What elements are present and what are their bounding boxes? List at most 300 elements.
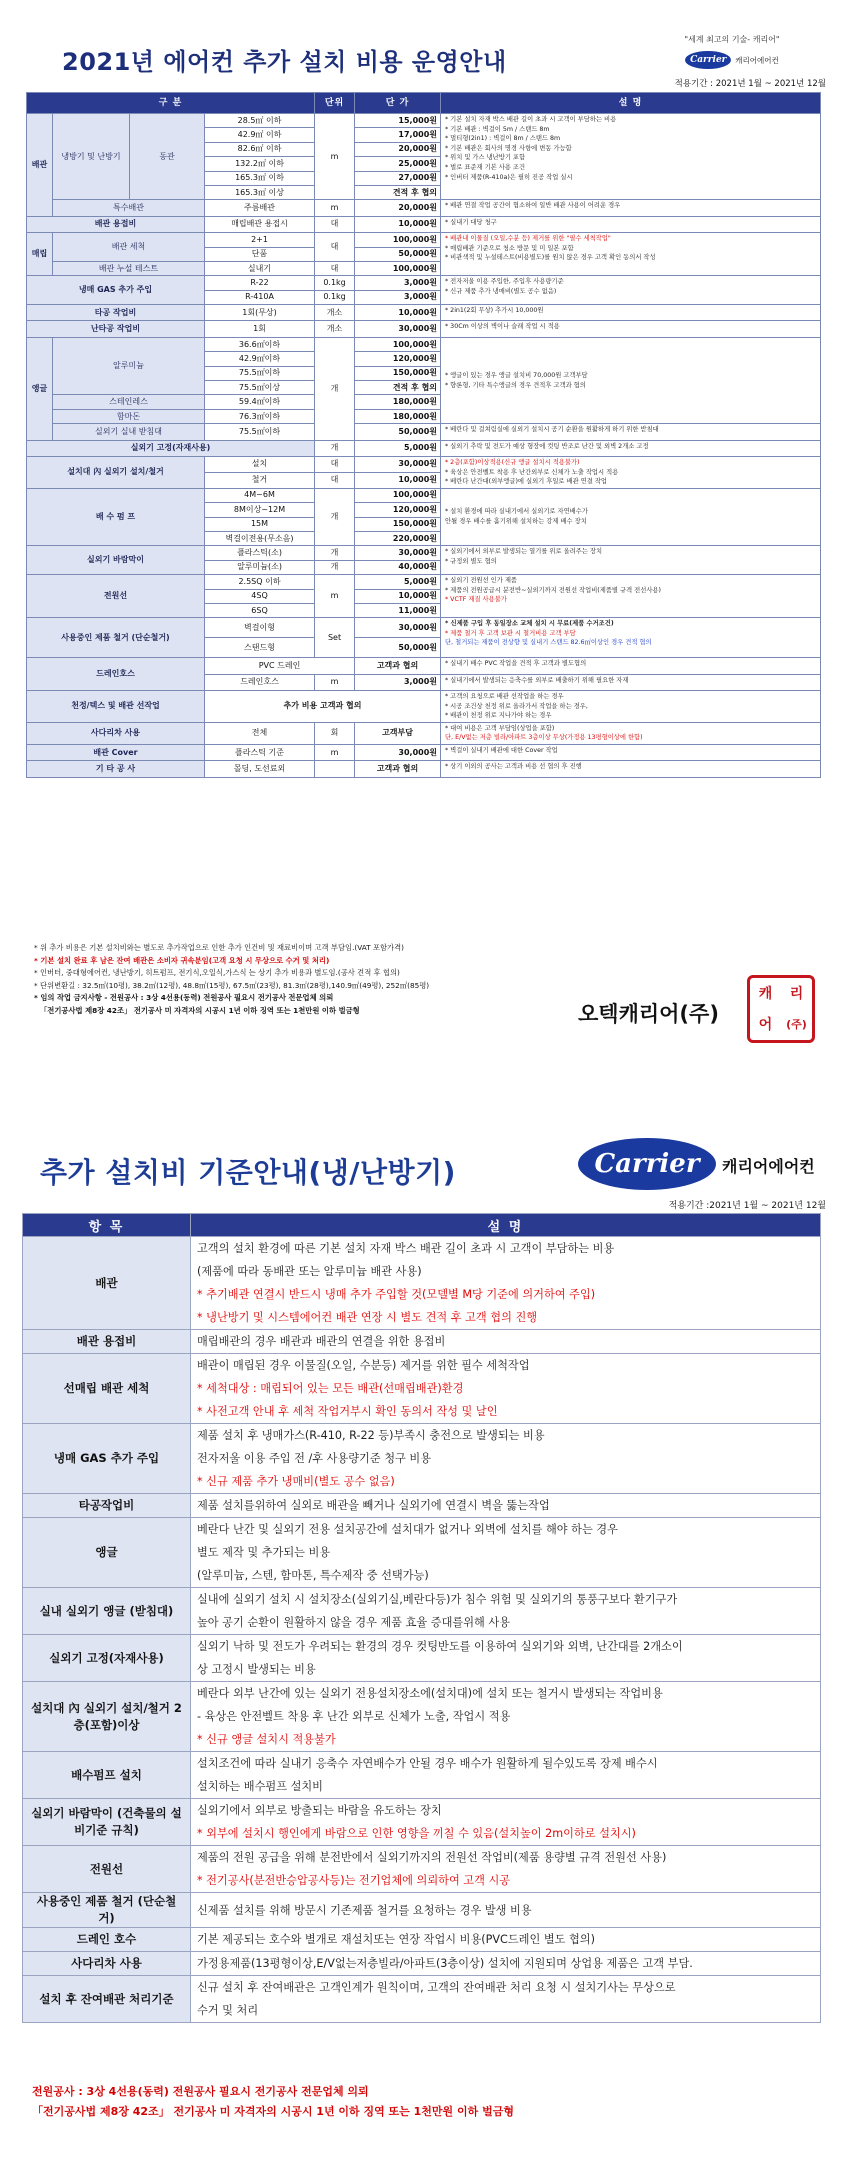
notes-hole: * 2in1(2회 무상) 추가시 10,000원 xyxy=(441,305,821,321)
table-row xyxy=(27,618,821,638)
hard-hole-price: 30,000원 xyxy=(355,321,441,337)
label-buried: 매립 xyxy=(27,233,53,276)
footnote: 전원공사 : 3상 4선용(동력) 전원공사 필요시 전기공사 전문업체 의뢰 xyxy=(32,2085,369,2098)
weld-sub: 매립배관 용접시 xyxy=(205,216,315,232)
seal-char: 리 xyxy=(789,985,804,1002)
row-item: 사용중인 제품 철거 (단순철거) xyxy=(23,1893,191,1928)
note-line: * 실외기 전원선 인가 제품 xyxy=(445,577,518,585)
row-desc xyxy=(191,1518,821,1588)
unit-kg: 0.1kg xyxy=(315,276,355,290)
table-row xyxy=(27,722,821,744)
row-desc xyxy=(191,1976,821,2023)
standard-table-body xyxy=(23,1237,821,2023)
table-row xyxy=(27,691,821,723)
table-row xyxy=(27,276,821,290)
note-line: * 벌로 표준재 기본 사용 조건 xyxy=(445,163,526,171)
pump-price: 100,000원 xyxy=(355,488,441,502)
note-line: * 2층(포함)이상적용(신규 앵글 설치시 적용불가) xyxy=(445,458,580,466)
ladder-price: 고객부담 xyxy=(355,722,441,744)
wall-price: 30,000원 xyxy=(355,618,441,638)
leak-price: 100,000원 xyxy=(355,261,441,275)
footnote: * 기본 설치 완료 후 남은 잔여 배관은 소비자 귀속분임(고객 요청 시 무상으로 수거 및 처리) xyxy=(34,955,330,965)
stand-sub: 75.5㎡이하 xyxy=(205,424,315,440)
footnote: * 인버터, 중대형에어컨, 냉난방기, 히트펌프, 전기식,오일식,가스식 는 상기 추가 비용과 별도임.(공사 견적 후 협의) xyxy=(34,968,400,978)
notes-angle xyxy=(441,337,821,423)
pump-size: 15M xyxy=(205,517,315,531)
label-wind-guard: 실외기 바람막이 xyxy=(27,546,205,575)
gas-r22: R-22 xyxy=(205,276,315,290)
standard-table-header xyxy=(23,1214,821,1237)
row-item: 설치대 內 실외기 설치/철거 2층(포함)이상 xyxy=(23,1682,191,1752)
notes-wash xyxy=(441,233,821,276)
row-item: 타공작업비 xyxy=(23,1494,191,1518)
desc-line: * 사전고객 안내 후 세척 작업거부시 확인 동의서 작성 및 날인 xyxy=(197,1405,498,1418)
label-leak-test: 배관 누설 테스트 xyxy=(53,261,205,275)
fix-price: 5,000원 xyxy=(355,440,441,456)
alu-price: 120,000원 xyxy=(355,352,441,366)
unit-blank xyxy=(315,761,355,777)
cover-price: 30,000원 xyxy=(355,745,441,761)
unit-gae: 개소 xyxy=(315,305,355,321)
unit-m: m xyxy=(315,200,355,216)
label-pipe-cover: 배관 Cover xyxy=(27,745,205,761)
table-row xyxy=(27,440,821,456)
unit-gae: 개소 xyxy=(315,321,355,337)
wash-21: 2+1 xyxy=(205,233,315,247)
notes-ceiling xyxy=(441,691,821,723)
ladder-sub: 전체 xyxy=(205,722,315,744)
note-line: * 고객의 요청으로 배관 선작업을 하는 경우 xyxy=(445,693,564,701)
header-category: 구 분 xyxy=(27,93,315,114)
desc-line: (제품에 따라 동배관 또는 알루미늄 배관 사용) xyxy=(197,1265,422,1278)
copper-price: 25,000원 xyxy=(355,157,441,171)
header-price: 단 가 xyxy=(355,93,441,114)
desc-line: 제품 설치 후 냉매가스(R-410, R-22 등)부족시 충전으로 발생되는 비용 xyxy=(197,1429,545,1442)
unit-ea: 개 xyxy=(315,337,355,440)
row-item: 선매립 배관 세척 xyxy=(23,1354,191,1424)
label-drain: 드레인호스 xyxy=(27,658,205,691)
copper-price: 견적 후 협의 xyxy=(355,185,441,199)
desc-line: * 신규 앵글 설치시 적용불가 xyxy=(197,1733,336,1746)
row-desc xyxy=(191,1494,821,1518)
row-desc xyxy=(191,1682,821,1752)
row-item: 사다리차 사용 xyxy=(23,1952,191,1976)
note-line: * 비관색적 및 누설테스트(비용별도)를 원치 않은 경우 고객 확인 동의서 작성 xyxy=(445,254,656,262)
section2-title: 추가 설치비 기준안내(냉/난방기) xyxy=(40,1156,456,1189)
note-line: * 규정외 별도 협의 xyxy=(445,557,497,565)
label-stainless: 스테인레스 xyxy=(53,395,205,409)
table-row xyxy=(23,1928,821,1952)
unit-m: m xyxy=(315,745,355,761)
table-row xyxy=(23,1354,821,1424)
copper-size: 82.6㎡ 이하 xyxy=(205,142,315,156)
brand-slogan: "세계 최고의 기술- 캐리어" xyxy=(684,35,780,44)
table-row xyxy=(27,745,821,761)
hard-hole-sub: 1회 xyxy=(205,321,315,337)
label-used-remove: 사용중인 제품 철거 (단순철거) xyxy=(27,618,205,658)
carrier-logo-icon: Carrier xyxy=(685,51,731,69)
notes-special: * 배관 연결 작업 공간이 협소하여 일반 배관 사용이 어려운 경우 xyxy=(441,200,821,216)
wire-4-price: 10,000원 xyxy=(355,589,441,603)
table-row xyxy=(27,546,821,560)
pvc-price: 고객과 협의 xyxy=(355,658,441,674)
cost-table xyxy=(26,92,821,778)
row-desc xyxy=(191,1752,821,1799)
note-line: * 인버터 제품(R-410a)은 필히 진공 작업 실시 xyxy=(445,173,573,181)
notes-wind xyxy=(441,546,821,575)
table-row xyxy=(27,575,821,589)
desc-line: (알루미늄, 스텐, 함마톤, 특수제작 중 선택가능) xyxy=(197,1569,429,1582)
unit-hoe: 회 xyxy=(315,722,355,744)
brand-name-large: 캐리어에어컨 xyxy=(722,1157,815,1176)
note-line: * 배관내 이물질 (오일,수분 등) 제거를 위한 "필수 세척작업" xyxy=(445,235,611,243)
notes-piping xyxy=(441,114,821,200)
note-line: * 제품의 전원공급시 분전반~실외기까지 전원선 작업비(제품별 규격 전선사용) xyxy=(445,586,661,594)
period-text-2: 적용기간 :2021년 1월 ~ 2021년 12월 xyxy=(668,1201,826,1211)
table-row xyxy=(23,1893,821,1928)
row-desc xyxy=(191,1893,821,1928)
unit-set: Set xyxy=(315,618,355,658)
label-hole: 타공 작업비 xyxy=(27,305,205,321)
desc-line: 제품 설치를위하여 실외로 배관을 빼거나 실외기에 연결시 벽을 뚫는작업 xyxy=(197,1499,550,1512)
weld-price: 10,000원 xyxy=(355,216,441,232)
desc-line: - 육상은 안전벨트 착용 후 난간 외부로 신체가 노출, 작업시 적용 xyxy=(197,1710,511,1723)
stand-type: 스탠드형 xyxy=(205,638,315,658)
footnote: * 단위변환길 : 32.5㎡(10평), 38.2㎡(12평), 48.8㎡(15평), 67.5㎡(23평), 81.3㎡(28평),140.9㎡(49평), 252㎡(85평) xyxy=(34,980,430,990)
alu-size: 36.6㎡이하 xyxy=(205,337,315,351)
etc-sub: 몰딩, 도선료외 xyxy=(205,761,315,777)
table-row xyxy=(23,1952,821,1976)
label-gas: 냉매 GAS 추가 주입 xyxy=(27,276,205,305)
desc-line: 설치하는 배수펌프 설치비 xyxy=(197,1780,323,1793)
wind-plastic-price: 30,000원 xyxy=(355,546,441,560)
unit-m: m xyxy=(315,114,355,200)
table-row xyxy=(27,114,821,128)
note-line: * 위치 및 가스 냉난방기 포함 xyxy=(445,154,526,162)
stand-price: 50,000원 xyxy=(355,424,441,440)
install-price: 30,000원 xyxy=(355,456,441,472)
seal-char: 캐 xyxy=(758,985,773,1002)
note-line: * 대여 비용은 고객 부담임(상업을 포함) xyxy=(445,724,555,732)
pump-price: 150,000원 xyxy=(355,517,441,531)
note-line: * 매립배관 기준으로 청소 방문 및 미 일본 포함 xyxy=(445,244,574,252)
desc-line: 가정용제품(13평형이상,E/V없는저층빌라/아파트(3층이상) 설치에 지원되며 상업용 제품은 고객 부담. xyxy=(197,1957,693,1970)
row-desc xyxy=(191,1635,821,1682)
label-weld: 배관 용접비 xyxy=(27,216,205,232)
row-item: 실외기 바람막이 (건축물의 설비기준 규칙) xyxy=(23,1799,191,1846)
label-alu: 알루미늄 xyxy=(53,337,205,395)
pump-price: 220,000원 xyxy=(355,531,441,545)
footnote: * 임의 작업 금지사항 - 전원공사 : 3상 4선용(동력) 전원공사 필요시 전기공사 전문업체 의뢰 xyxy=(34,993,334,1003)
desc-line: 매립배관의 경우 배관과 배관의 연결을 위한 용접비 xyxy=(197,1335,446,1348)
label-ceiling: 천정/텍스 및 배관 선작업 xyxy=(27,691,205,723)
table-row xyxy=(27,200,821,216)
copper-size: 132.2㎡ 이하 xyxy=(205,157,315,171)
label-special-pipe: 특수배관 xyxy=(53,200,205,216)
pvc-drain: PVC 드레인 xyxy=(205,658,355,674)
row-item: 설치 후 잔여배관 처리기준 xyxy=(23,1976,191,2023)
table-row xyxy=(27,424,821,440)
unit-m: m xyxy=(315,674,355,690)
label-angle: 앵글 xyxy=(27,337,53,440)
copper-price: 20,000원 xyxy=(355,142,441,156)
special-sub: 주름배관 xyxy=(205,200,315,216)
company-name: 오텍캐리어(주) xyxy=(578,1002,719,1026)
row-desc xyxy=(191,1237,821,1330)
desc-line: * 전기공사(분전반승압공사등)는 전기업체에 의뢰하여 고객 시공 xyxy=(197,1874,511,1887)
notes-cover: * 벽걸이 실내기 배관에 대한 Cover 작업 xyxy=(441,745,821,761)
alu-price: 100,000원 xyxy=(355,337,441,351)
note-line: * 전자저울 이용 주입한, 주입후 사용량기준 xyxy=(445,278,564,286)
hamdo-size: 76.3㎡이하 xyxy=(205,409,315,423)
pump-price: 120,000원 xyxy=(355,503,441,517)
wire-25: 2.5SQ 이하 xyxy=(205,575,315,589)
table-row xyxy=(23,1846,821,1893)
table-row xyxy=(23,1799,821,1846)
label-etc: 기 타 공 사 xyxy=(27,761,205,777)
label-copper: 동관 xyxy=(130,114,205,200)
note-line: 안될 경우 배수를 흘기위해 설치하는 강제 배수 장치 xyxy=(445,518,587,526)
note-line: * 제품 철거 후 고객 보관 시 철거비용 고객 부담 xyxy=(445,629,576,637)
etc-price: 고객과 협의 xyxy=(355,761,441,777)
row-item: 배관 xyxy=(23,1237,191,1330)
copper-price: 15,000원 xyxy=(355,114,441,128)
seal-char: 어 xyxy=(758,1016,773,1033)
notes-fix: * 실외기 추락 및 전도가 예상 형장에 컷팅 반조로 난간 및 외벽 2개소 고정 xyxy=(441,440,821,456)
desc-line: * 외부에 설치시 행인에게 바람으로 인한 영향을 끼칠 수 있음(설치높이 2m이하로 설치시) xyxy=(197,1827,636,1840)
unit-ea: 개 xyxy=(315,440,355,456)
company-seal-icon xyxy=(747,975,815,1043)
wind-alu: 알루미늄(소) xyxy=(205,560,315,574)
table-row xyxy=(27,337,821,351)
header-item: 항 목 xyxy=(23,1214,191,1237)
row-desc xyxy=(191,1952,821,1976)
copper-price: 27,000원 xyxy=(355,171,441,185)
notes-etc: * 상기 이외의 공사는 고객과 비용 선 협의 후 진행 xyxy=(441,761,821,777)
hole-price: 10,000원 xyxy=(355,305,441,321)
note-line: 단, 철거되는 제품이 전상향 및 실내기 스탠드 82.6㎡이상인 경우 견적 협의 xyxy=(445,639,652,647)
period-text: 적용기간 : 2021년 1월 ~ 2021년 12월 xyxy=(674,79,826,89)
seal-char: (주) xyxy=(786,1018,807,1031)
table-row xyxy=(23,1494,821,1518)
note-line: 단, E/V없는 저층 빌라/아파트 3층이상 무상(가정용 13평형이상에 한함) xyxy=(445,734,643,742)
note-line: * 실외기에서 외부로 발생되는 열기를 위로 올려주는 장치 xyxy=(445,548,603,556)
alu-price: 150,000원 xyxy=(355,366,441,380)
table-row xyxy=(23,1330,821,1354)
stainless-price: 180,000원 xyxy=(355,395,441,409)
desc-line: 실내에 실외기 설치 시 설치장소(실외기실,베란다등)가 침수 위험 및 실외기의 통풍구보다 환기구가 xyxy=(197,1593,678,1606)
header-desc-2: 설 명 xyxy=(191,1214,821,1237)
label-hard-hole: 난타공 작업비 xyxy=(27,321,205,337)
desc-line: 베란다 난간 및 실외기 전용 설치공간에 설치대가 없거나 외벽에 설치를 해야 하는 경우 xyxy=(197,1523,618,1536)
copper-size: 165.3㎡ 이하 xyxy=(205,171,315,185)
table-row xyxy=(23,1635,821,1682)
brand-name: 캐리어에어컨 xyxy=(735,55,779,65)
note-line: * VCTF 재질 사용불가 xyxy=(445,596,507,604)
note-line: * 설치 환경에 따라 실내기에서 실외기로 자연배수가 xyxy=(445,508,588,516)
install-sub: 설치 xyxy=(205,456,315,472)
table-row xyxy=(23,1752,821,1799)
desc-line: 기본 제공되는 호수와 별개로 재설치또는 연장 작업시 비용(PVC드레인 별도 협의) xyxy=(197,1933,595,1946)
drainhose-sub: 드레인호스 xyxy=(205,674,315,690)
wash-single: 단품 xyxy=(205,247,315,261)
table-row xyxy=(27,233,821,247)
table-row xyxy=(27,456,821,472)
stand-type-price: 50,000원 xyxy=(355,638,441,658)
row-desc xyxy=(191,1799,821,1846)
notes-hard-hole: * 30Cm 이상의 벽이나 슬래 작업 시 적용 xyxy=(441,321,821,337)
table-row xyxy=(27,761,821,777)
wire-6-price: 11,000원 xyxy=(355,603,441,617)
table-row xyxy=(23,1588,821,1635)
label-outdoor-fix: 실외기 고정(자재사용) xyxy=(27,440,315,456)
notes-remove xyxy=(441,618,821,658)
unit-dae: 대 xyxy=(315,261,355,275)
row-item: 실외기 고정(자재사용) xyxy=(23,1635,191,1682)
remove-price: 10,000원 xyxy=(355,472,441,488)
note-line: * 신제품 구입 후 동일장소 교체 설치 시 무료(제품 수거조건) xyxy=(445,620,614,628)
desc-line: 신제품 설치를 위해 방문시 기존제품 철거를 요청하는 경우 발생 비용 xyxy=(197,1903,532,1917)
footnote: 「전기공사법 제8장 42조」 전기공사 미 자격자의 시공시 1년 이하 징역 또는 1천만원 이하 벌금형 xyxy=(40,1005,360,1015)
wire-6: 6SQ xyxy=(205,603,315,617)
row-desc xyxy=(191,1928,821,1952)
hamdo-price: 180,000원 xyxy=(355,409,441,423)
row-item: 앵글 xyxy=(23,1518,191,1588)
footnote: * 위 추가 비용은 기본 설치비와는 별도로 추가작업으로 인한 추가 인건비 및 재료비이며 고객 부담임.(VAT 포함가격) xyxy=(34,943,405,952)
notes-drain-2: * 실내기에서 발생되는 응축수를 외부로 배출하기 위해 필요한 자재 xyxy=(441,674,821,690)
copper-price: 17,000원 xyxy=(355,128,441,142)
unit-ea: 개 xyxy=(315,560,355,574)
row-item: 배수펌프 설치 xyxy=(23,1752,191,1799)
drainhose-price: 3,000원 xyxy=(355,674,441,690)
unit-dae: 대 xyxy=(315,233,355,262)
pump-size: 8M이상~12M xyxy=(205,503,315,517)
table-row xyxy=(27,305,821,321)
table-row xyxy=(23,1682,821,1752)
note-line: * 기본 배관은 회사의 명경 사항에 변동 가능함 xyxy=(445,144,572,152)
notes-gas xyxy=(441,276,821,305)
header-desc: 설 명 xyxy=(441,93,821,114)
desc-line: 제품의 전원 공급을 위해 분전반에서 실외기까지의 전원선 작업비(제품 용량별 규격 전원선 사용) xyxy=(197,1851,667,1864)
wind-alu-price: 40,000원 xyxy=(355,560,441,574)
label-install-in: 설치대 內 실외기 설치/철거 xyxy=(27,456,205,488)
note-line: * 기본 배관 : 벽걸이 5m / 스탠드 8m xyxy=(445,125,550,133)
r22-price: 3,000원 xyxy=(355,276,441,290)
note-line: * 육상은 안전벨트 착용 후 난간외부로 신체가 노출 작업시 적용 xyxy=(445,468,619,476)
wash-21-price: 100,000원 xyxy=(355,233,441,247)
wire-4: 4SQ xyxy=(205,589,315,603)
section1-title: 2021년 에어컨 추가 설치 비용 운영안내 xyxy=(62,48,507,76)
desc-line: 베란다 외부 난간에 있는 실외기 전용설치장소에(설치대)에 설치 또는 철거시 발생되는 작업비용 xyxy=(197,1687,663,1700)
section2-footnotes xyxy=(32,2082,514,2122)
notes-ladder xyxy=(441,722,821,744)
pump-size: 벽걸이전용(무소음) xyxy=(205,531,315,545)
row-item: 전원선 xyxy=(23,1846,191,1893)
table-row xyxy=(27,488,821,502)
table-row xyxy=(23,1237,821,1330)
wash-single-price: 50,000원 xyxy=(355,247,441,261)
standard-table xyxy=(22,1213,821,2023)
note-line: * 신규 제품 추가 냉매비(별도 공수 없음) xyxy=(445,287,557,295)
alu-size: 75.5㎡이하 xyxy=(205,366,315,380)
label-hamdo: 함마돈 xyxy=(53,409,205,423)
desc-line: 배관이 매립된 경우 이물질(오일, 수분등) 제거를 위한 필수 세척작업 xyxy=(197,1359,530,1372)
note-line: * 배관이 천정 위로 지나가야 하는 경우 xyxy=(445,712,552,720)
copper-size: 165.3㎡ 이상 xyxy=(205,185,315,199)
unit-dae: 대 xyxy=(315,472,355,488)
alu-size: 75.5㎡이상 xyxy=(205,381,315,395)
label-pipe-wash: 배관 세척 xyxy=(53,233,205,262)
ceiling-cost: 추가 비용 고객과 협의 xyxy=(205,691,441,723)
remove-sub: 철거 xyxy=(205,472,315,488)
row-desc xyxy=(191,1330,821,1354)
alu-price: 견적 후 협의 xyxy=(355,381,441,395)
label-piping: 배관 xyxy=(27,114,53,217)
notes-pump xyxy=(441,488,821,546)
table-row xyxy=(23,1518,821,1588)
desc-line: 신규 설치 후 잔여배관은 고객인계가 원칙이며, 고객의 잔여배관 처리 요청 시 설치기사는 무상으로 xyxy=(197,1981,676,1994)
desc-line: 설치조건에 따라 실내기 응축수 자연배수가 안될 경우 배수가 원활하게 될수있도록 장제 배수시 xyxy=(197,1757,658,1770)
notes-power xyxy=(441,575,821,618)
alu-size: 42.9㎡이하 xyxy=(205,352,315,366)
label-power: 전원선 xyxy=(27,575,205,618)
note-line: * 앵글이 있는 경우 앵글 설치비 70,000원 고객부담 xyxy=(445,371,588,379)
carrier-logo-large-icon: Carrier xyxy=(578,1138,716,1190)
section1-footnotes xyxy=(34,942,429,1018)
unit-dae: 대 xyxy=(315,456,355,472)
header-unit: 단위 xyxy=(315,93,355,114)
hole-sub: 1회(무상) xyxy=(205,305,315,321)
desc-line: 실외기 낙하 및 전도가 우려되는 환경의 경우 컷팅반도를 이용하여 실외기와 외벽, 난간대를 2개소이 xyxy=(197,1640,683,1653)
desc-line: 전자저울 이용 주입 전 /후 사용량기준 청구 비용 xyxy=(197,1452,431,1465)
desc-line: 실외기에서 외부로 방출되는 바람을 유도하는 장치 xyxy=(197,1804,442,1817)
unit-ea: 개 xyxy=(315,488,355,546)
row-desc xyxy=(191,1424,821,1494)
r410-price: 3,000원 xyxy=(355,290,441,304)
notes-stand: * 베란다 및 걸쳐림실에 실외기 설치시 공기 순환을 원활하게 하기 위한 받침대 xyxy=(441,424,821,440)
unit-kg: 0.1kg xyxy=(315,290,355,304)
table-row xyxy=(27,321,821,337)
footnote: 「전기공사법 제8장 42조」 전기공사 미 자격자의 시공시 1년 이하 징역 또는 1천만원 이하 벌금형 xyxy=(32,2105,514,2118)
unit-dae: 대 xyxy=(315,216,355,232)
copper-size: 42.9㎡ 이하 xyxy=(205,128,315,142)
unit-m: m xyxy=(315,575,355,618)
note-line: * 시공 조건상 천정 위로 올라가서 작업을 하는 경우, xyxy=(445,702,588,710)
brand-box-small xyxy=(642,34,822,69)
desc-line: * 냉난방기 및 시스템에어컨 배관 연장 시 별도 견적 후 고객 협의 진행 xyxy=(197,1311,538,1324)
brand-row xyxy=(642,51,822,69)
desc-line: 고객의 설치 환경에 따른 기본 설치 자재 박스 배관 길이 초과 시 고객이 부담하는 비용 xyxy=(197,1242,615,1255)
copper-size: 28.5㎡ 이하 xyxy=(205,114,315,128)
cover-sub: 플라스틱 기준 xyxy=(205,745,315,761)
wall-type: 벽걸이형 xyxy=(205,618,315,638)
note-line: * 기본 설치 자재 박스 배관 길이 초과 시 고객이 부담하는 비용 xyxy=(445,116,617,123)
desc-line: 별도 제작 및 추가되는 비용 xyxy=(197,1546,331,1559)
desc-line: 상 고정시 발생되는 비용 xyxy=(197,1663,316,1676)
note-line: * 향론형, 기타 특수앵글의 경우 견적후 고객과 협의 xyxy=(445,381,586,389)
row-item: 배관 용접비 xyxy=(23,1330,191,1354)
desc-line: 높아 공기 순환이 원활하지 않을 경우 제품 효율 증대를위해 사용 xyxy=(197,1616,510,1629)
row-item: 실내 실외기 앵글 (받침대) xyxy=(23,1588,191,1635)
table-row xyxy=(27,216,821,232)
notes-install xyxy=(441,456,821,488)
row-item: 냉매 GAS 추가 주입 xyxy=(23,1424,191,1494)
cost-table-header xyxy=(27,93,821,114)
table-row xyxy=(27,658,821,674)
label-cool-heat: 냉방기 및 난방기 xyxy=(53,114,130,200)
row-desc xyxy=(191,1846,821,1893)
pump-size: 4M~6M xyxy=(205,488,315,502)
